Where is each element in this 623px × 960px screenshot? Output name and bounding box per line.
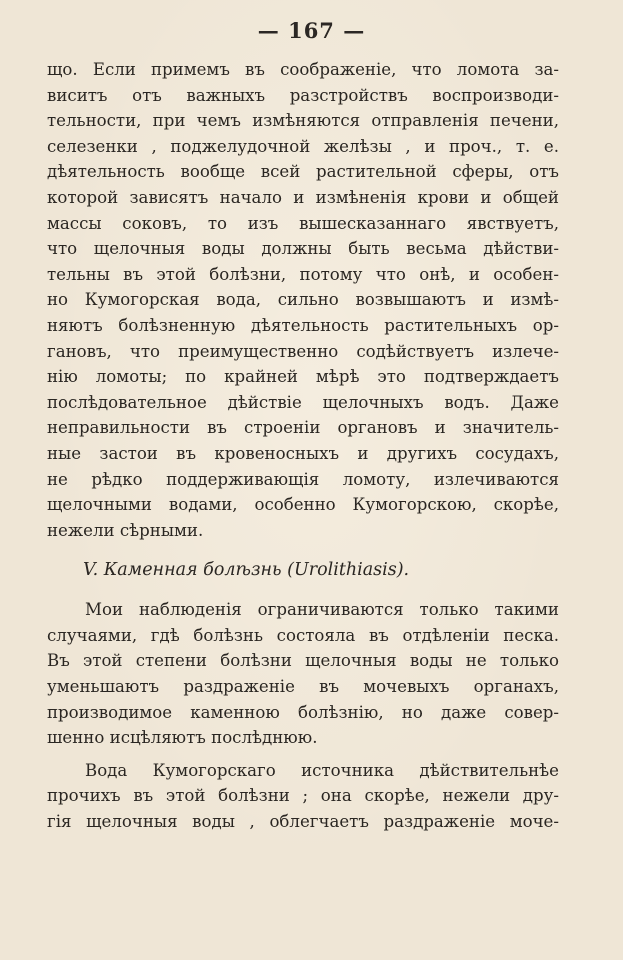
text-line: но Кумогорская вода, сильно возвышаютъ и измѣ- <box>47 290 559 310</box>
text-line: тельны въ этой болѣзни, потому что онѣ, и особен- <box>47 264 559 284</box>
text-line: дѣятельность вообще всей растительной сферы, отъ <box>47 162 559 182</box>
text-line: прочихъ въ этой болѣзни ; она скорѣе, нежели дру- <box>47 786 559 806</box>
text-line: нежели сѣрными. <box>47 520 204 540</box>
text-line: тельности, при чемъ измѣняются отправленія печени, <box>47 111 559 131</box>
text-line: щелочными водами, особенно Кумогорскою, скорѣе, <box>47 495 559 515</box>
text-line: Вода Кумогорскаго источника дѣйствительнѣе <box>85 760 559 780</box>
page-body <box>47 57 559 835</box>
section-heading: V. Каменная болѣзнь (Urolithiasis). <box>83 560 410 581</box>
text-line: неправильности въ строеніи органовъ и значитель- <box>47 418 559 438</box>
text-line: Мои наблюденія ограничиваются только такими <box>85 600 559 620</box>
text-line: Въ этой степени болѣзни щелочныя воды не только <box>47 651 559 671</box>
text-line: шенно исцѣляютъ послѣднюю. <box>47 728 318 748</box>
paragraph-kumogorsk-water <box>47 758 559 835</box>
text-line: виситъ отъ важныхъ разстройствъ воспроизводи- <box>47 85 559 105</box>
text-line: гія щелочныя воды , облегчаетъ раздраженіе моче- <box>47 812 559 832</box>
text-line: няютъ болѣзненную дѣятельность растительныхъ ор- <box>47 315 559 335</box>
text-line: не рѣдко поддерживающія ломоту, излечиваются <box>47 469 559 489</box>
text-line: гановъ, что преимущественно содѣйствуетъ излече- <box>47 341 559 361</box>
text-line: которой зависятъ начало и измѣненія крови и общей <box>47 187 559 207</box>
page-number: — 167 — <box>257 18 366 43</box>
text-line: массы соковъ, то изъ вышесказаннаго явствуетъ, <box>47 213 559 233</box>
text-line: селезенки , поджелудочной желѣзы , и проч., т. е. <box>47 136 559 156</box>
text-line: нію ломоты; по крайней мѣрѣ это подтверждаетъ <box>47 367 559 387</box>
text-line: ные застои въ кровеносныхъ и другихъ сосудахъ, <box>47 443 559 463</box>
paragraph-rheumatism-continued <box>47 57 559 543</box>
text-line: производимое каменною болѣзнію, но даже совер- <box>47 702 559 722</box>
paragraph-observations <box>47 597 559 751</box>
text-line: что щелочныя воды должны быть весьма дѣйстви- <box>47 239 559 259</box>
text-line: послѣдовательное дѣйствіе щелочныхъ водъ. Даже <box>47 392 559 412</box>
text-line: случаями, гдѣ болѣзнь состояла въ отдѣленіи песка. <box>47 625 559 645</box>
text-line: що. Если примемъ въ соображеніе, что ломота за- <box>47 60 559 79</box>
text-line: уменьшаютъ раздраженіе въ мочевыхъ органахъ, <box>47 677 559 697</box>
